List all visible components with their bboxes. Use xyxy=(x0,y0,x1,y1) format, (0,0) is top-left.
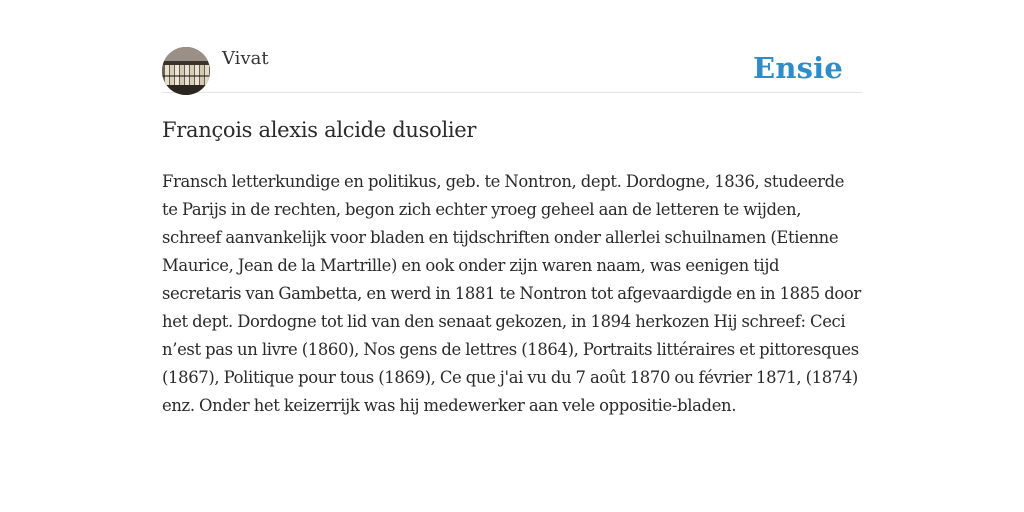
article-title: François alexis alcide dusolier xyxy=(162,118,477,142)
source-name[interactable]: Vivat xyxy=(222,48,269,69)
article-body: Fransch letterkundige en politikus, geb. te Nontron, dept. Dordogne, 1836, studeerde te Parijs in de rechten, begon zich echter yroeg geheel aan de letteren te wijden, schreef aanvankelijk voor bladen en tijdschriften onder allerlei schuilnamen (Etienne Maurice, Jean de la Martrille) en ook onder zijn waren naam, was eenigen tijd secretaris van Gambetta, en werd in 1881 te Nontron tot afgevaardigde en in 1885 door het dept. Dordogne tot lid van den senaat gekozen, in 1894 herkozen Hij schreef: Ceci n’est pas un livre (1860), Nos gens de lettres (1864), Portraits littéraires et pittoresques (1867), Politique pour tous (1869), Ce que j'ai vu du 7 août 1870 ou février 1871, (1874) enz. Onder het keizerrijk was hij medewerker aan vele oppositie-bladen. xyxy=(162,172,861,415)
article-card xyxy=(162,0,862,512)
brand-logo[interactable]: Ensie xyxy=(753,51,843,85)
source-avatar[interactable] xyxy=(162,47,210,95)
article-header xyxy=(162,47,862,93)
book-spines-icon xyxy=(162,47,210,95)
